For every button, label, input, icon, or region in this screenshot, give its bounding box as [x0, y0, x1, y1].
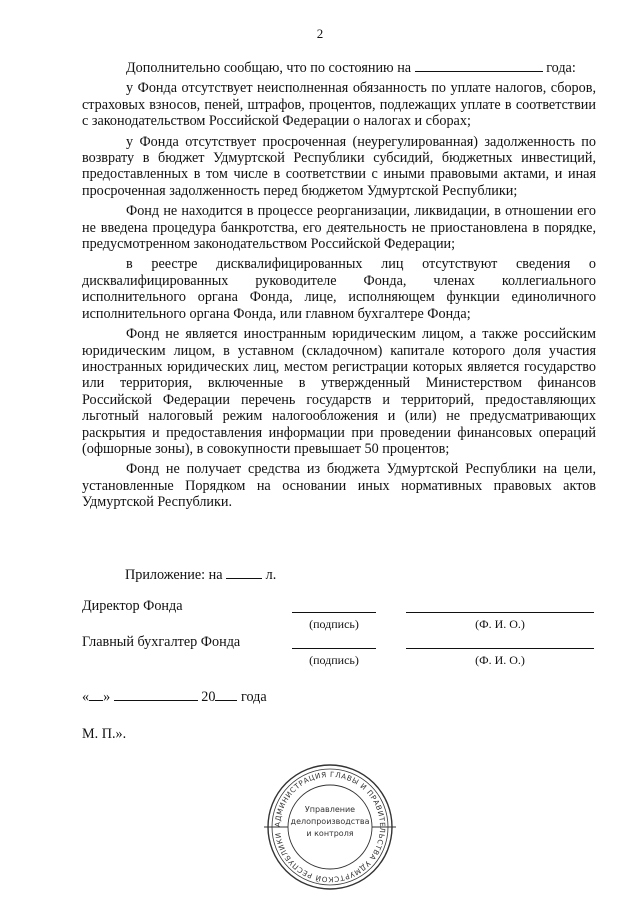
- paragraph: у Фонда отсутствует неисполненная обязанность по уплате налогов, сборов, страховых взносов, пеней, штрафов, процентов, подлежащих уплате в соответствии с законодательством Российской Федерации о налогах и сборах;: [82, 80, 596, 130]
- signature-caption: (подпись): [309, 653, 359, 667]
- page-number: 2: [316, 26, 324, 41]
- appendix-prefix: Приложение: на: [125, 567, 223, 583]
- stamp-center-line: и контроля: [306, 829, 354, 838]
- signature-label: Директор Фонда: [82, 598, 183, 614]
- intro-paragraph: [82, 59, 596, 76]
- signature-label: Главный бухгалтер Фонда: [82, 634, 241, 650]
- stamp-center-line: делопроизводства: [290, 817, 370, 826]
- name-line: [406, 612, 594, 613]
- date-blank: [415, 59, 543, 72]
- stamp-center-line: Управление: [304, 805, 356, 814]
- date-suffix: года: [241, 689, 267, 705]
- appendix-line: [125, 566, 276, 584]
- open-quote: «: [82, 689, 90, 705]
- name-line: [406, 648, 594, 649]
- close-quote: »: [103, 689, 111, 705]
- mp-mark: М. П.».: [82, 726, 127, 742]
- signature-caption: (подпись): [309, 617, 359, 631]
- appendix-blank: [226, 566, 262, 579]
- name-caption: (Ф. И. О.): [475, 653, 525, 667]
- month-blank: [114, 688, 198, 701]
- day-blank: [89, 688, 103, 701]
- appendix-suffix: л.: [265, 567, 277, 583]
- paragraph: Фонд не находится в процессе реорганизации, ликвидации, в отношении его не введена процедура банкротства, его деятельность не приостановлена в порядке, предусмотренном законодательством Российской Федерации;: [82, 203, 596, 253]
- paragraph: в реестре дисквалифицированных лиц отсутствуют сведения о дисквалифицированных руководителе Фонда, членах коллегиального исполнительного органа Фонда, лице, исполняющем функции единоличного исполнительного органа Фонда, или главном бухгалтере Фонда;: [82, 256, 596, 322]
- name-caption: (Ф. И. О.): [475, 617, 525, 631]
- intro-text: Дополнительно сообщаю, что по состоянию на: [126, 60, 412, 76]
- paragraph: Фонд не является иностранным юридическим лицом, а также российским юридическим лицом, в уставном (складочном) капитале которого доля участия иностранных юридических лиц, местом регистрации которых является государство или территория, включенные в утвержденный Министерством финансов Российской Федерации перечень государств и территорий, предоставляющих льготный налоговый режим налогообложения и (или) не предусматривающих раскрытия и предоставления информации при проведении финансовых операций (офшорные зоны), в совокупности превышает 50 процентов;: [82, 326, 596, 457]
- signature-line: [292, 648, 376, 649]
- paragraph: у Фонда отсутствует просроченная (неурегулированная) задолженность по возврату в бюджет Удмуртской Республики субсидий, бюджетных инвестиций, предоставленных в том числе в соответствии с иными правовыми актами, и иная просроченная задолженность перед бюджетом Удмуртской Республики;: [82, 133, 596, 199]
- document-body: [82, 59, 596, 515]
- date-line: [82, 688, 267, 706]
- stamp-ring-text: АДМИНИСТРАЦИЯ ГЛАВЫ И ПРАВИТЕЛЬСТВА УДМУРТСКОЙ РЕСПУБЛИКИ: [272, 769, 388, 885]
- year-prefix: 20: [201, 689, 216, 705]
- paragraph: Фонд не получает средства из бюджета Удмуртской Республики на цели, установленные Порядком на основании иных нормативных правовых актов Удмуртской Республики.: [82, 461, 596, 511]
- intro-suffix: года:: [546, 60, 576, 76]
- year-blank: [215, 688, 237, 701]
- signature-line: [292, 612, 376, 613]
- official-stamp-icon: [262, 762, 398, 892]
